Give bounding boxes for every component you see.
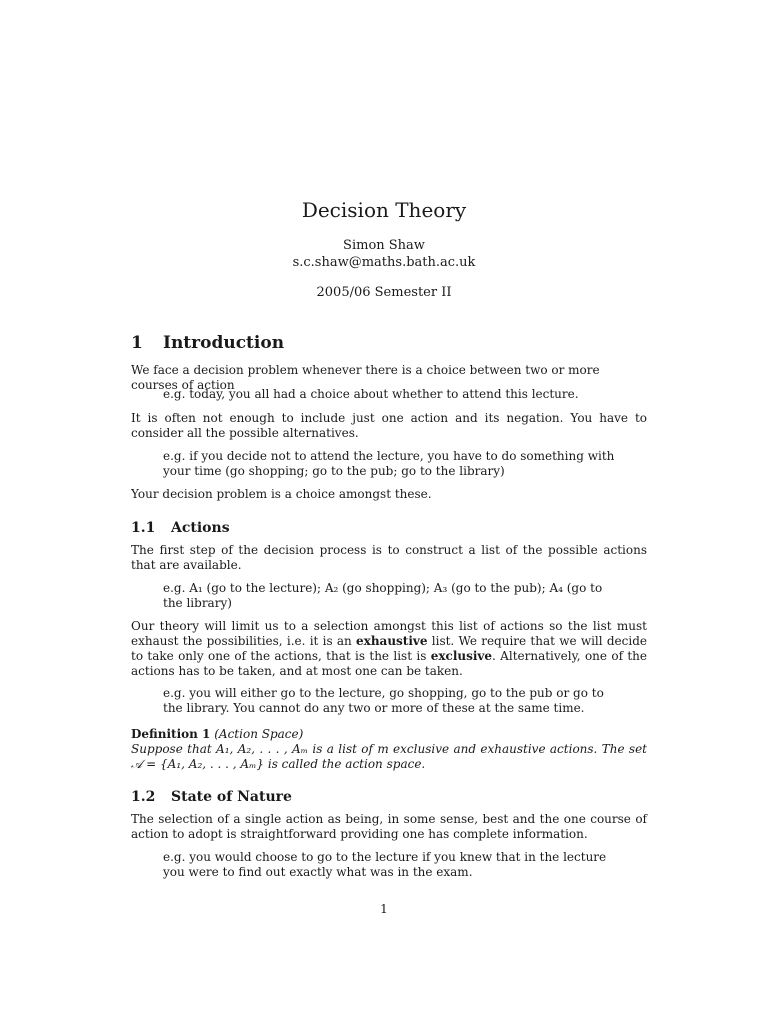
text-run: list. We require that we will decide to take only one of the actions, that is the list is — [131, 634, 647, 663]
semester-line: 2005/06 Semester II — [316, 285, 452, 300]
author-email: s.c.shaw@maths.bath.ac.uk — [292, 255, 476, 270]
text-run: . Alternatively, one of the actions has to be taken, and at most one can be taken. — [131, 649, 648, 678]
subsection-title: Actions — [171, 520, 230, 536]
emphasis-exhaustive: exhaustive — [356, 634, 428, 648]
example-quote: e.g. you would choose to go to the lecture if you knew that in the lecture you were to find out exactly what was in the exam. — [163, 850, 607, 879]
paragraph: The selection of a single action as being, in some sense, best and the one course of action to adopt is straightforward providing one has complete information. — [131, 812, 647, 841]
subsection-number: 1.2 — [131, 789, 156, 805]
paragraph: We face a decision problem whenever there is a choice between two or more courses of action — [131, 363, 600, 392]
paragraph: It is often not enough to include just one action and its negation. You have to consider all the possible alternatives. — [131, 411, 647, 440]
page-number: 1 — [380, 902, 388, 916]
paragraph: Your decision problem is a choice amongst these. — [131, 487, 432, 501]
subsection-number: 1.1 — [131, 520, 156, 536]
author-name: Simon Shaw — [343, 238, 425, 253]
subsection-heading-actions — [131, 519, 230, 537]
example-quote: e.g. today, you all had a choice about whether to attend this lecture. — [163, 387, 579, 401]
definition-name: (Action Space) — [214, 727, 304, 741]
emphasis-exclusive: exclusive — [430, 649, 493, 663]
document-title: Decision Theory — [301, 198, 467, 222]
subsection-title: State of Nature — [171, 789, 292, 805]
subsection-heading-state-of-nature — [131, 788, 292, 806]
section-title: Introduction — [163, 333, 285, 353]
section-heading-introduction — [131, 333, 284, 353]
example-quote: e.g. if you decide not to attend the lecture, you have to do something with your time (go shopping; go to the pub; go to the library) — [163, 449, 615, 478]
paragraph: The first step of the decision process is to construct a list of the possible actions that are available. — [131, 543, 647, 572]
definition-text: Suppose that A₁, A₂, . . . , Aₘ is a list of m exclusive and exhaustive actions. The set 𝒜 = {A₁, A₂, . . . , Aₘ} is called the action space. — [131, 742, 647, 771]
definition — [131, 727, 647, 772]
example-quote: e.g. you will either go to the lecture, go shopping, go to the pub or go to the library. You cannot do any two or more of these at the same time. — [163, 686, 604, 715]
text-run: Our theory will limit us to a selection amongst this list of actions so the list must exhaust the possibilities, i.e. it is an — [131, 619, 647, 648]
definition-label: Definition 1 — [131, 727, 211, 741]
paragraph — [131, 619, 647, 679]
example-quote: e.g. A₁ (go to the lecture); A₂ (go shopping); A₃ (go to the pub); A₄ (go to the library) — [163, 581, 603, 610]
section-number: 1 — [131, 333, 143, 353]
